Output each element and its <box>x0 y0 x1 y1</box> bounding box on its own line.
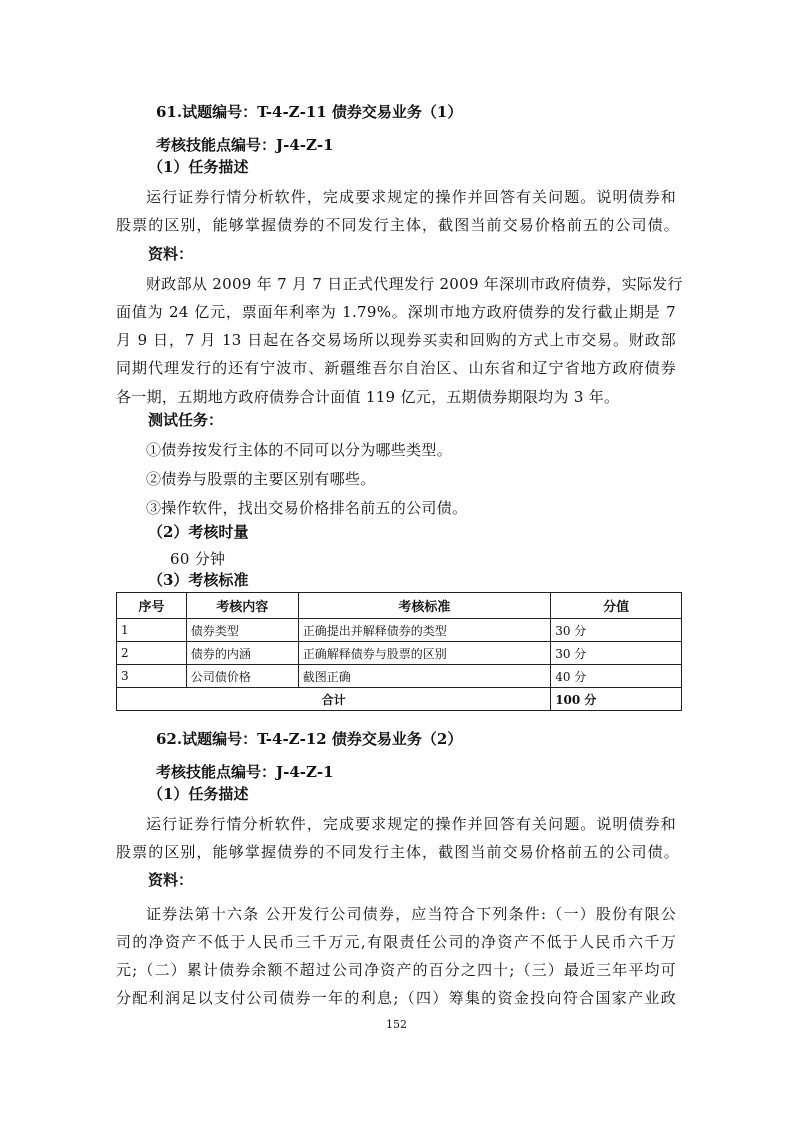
table-row <box>117 642 682 665</box>
header-score: 分值 <box>551 593 682 619</box>
header-seq: 序号 <box>117 593 187 619</box>
question-61-test-label: 测试任务： <box>148 411 224 429</box>
cell-content: 债券类型 <box>186 619 298 642</box>
question-61-description-line-1: 运行证券行情分析软件，完成要求规定的操作并回答有关问题。说明债券和 <box>146 188 676 206</box>
cell-standard: 截图正确 <box>298 665 551 688</box>
table-row <box>117 619 682 642</box>
question-61-skill-code: 考核技能点编号：J-4-Z-1 <box>156 136 334 154</box>
table-total-row <box>117 688 682 711</box>
question-61-task-1: ①债券按发行主体的不同可以分为哪些类型。 <box>146 441 453 459</box>
question-62-section-task-description: （1）任务描述 <box>148 785 249 803</box>
header-content: 考核内容 <box>186 593 298 619</box>
question-62-description-line-1: 运行证券行情分析软件，完成要求规定的操作并回答有关问题。说明债券和 <box>146 815 676 833</box>
question-61-description-line-2: 股票的区别，能够掌握债券的不同发行主体，截图当前交易价格前五的公司债。 <box>116 216 679 234</box>
question-61-material-line-2: 面值为 24 亿元，票面年利率为 1.79%。深圳市地方政府债券的发行截止期是 7 <box>116 303 676 321</box>
total-value: 100 分 <box>551 688 682 711</box>
cell-score: 40 分 <box>551 665 682 688</box>
question-61-material-line-1: 财政部从 2009 年 7 月 7 日正式代理发行 2009 年深圳市政府债券，实际发行 <box>146 275 683 293</box>
question-61-material-line-4: 同期代理发行的还有宁波市、新疆维吾尔自治区、山东省和辽宁省地方政府债券 <box>116 359 676 377</box>
question-61-section-task-description: （1）任务描述 <box>148 158 249 176</box>
total-label: 合计 <box>117 688 551 711</box>
question-62-material-line-2: 司的净资产不低于人民币三千万元,有限责任公司的净资产不低于人民币六千万 <box>116 933 676 951</box>
question-61-material-label: 资料： <box>148 245 194 263</box>
header-standard: 考核标准 <box>298 593 551 619</box>
question-62-material-line-1: 证券法第十六条 公开发行公司债券，应当符合下列条件:（一）股份有限公 <box>146 905 676 923</box>
cell-seq: 2 <box>117 642 187 665</box>
cell-content: 债券的内涵 <box>186 642 298 665</box>
question-61-section-duration: （2）考核时量 <box>148 523 249 541</box>
question-61-duration: 60 分钟 <box>170 550 226 568</box>
question-61-material-line-3: 月 9 日，7 月 13 日起在各交易场所以现券买卖和回购的方式上市交易。财政部 <box>116 331 676 349</box>
question-61-section-criteria: （3）考核标准 <box>148 571 249 589</box>
question-61-task-2: ②债券与股票的主要区别有哪些。 <box>146 470 376 488</box>
scoring-table <box>116 592 682 711</box>
table-row <box>117 665 682 688</box>
cell-score: 30 分 <box>551 619 682 642</box>
question-62-material-line-3: 元;（二）累计债券余额不超过公司净资产的百分之四十;（三）最近三年平均可 <box>116 961 676 979</box>
cell-score: 30 分 <box>551 642 682 665</box>
cell-standard: 正确提出并解释债券的类型 <box>298 619 551 642</box>
cell-seq: 3 <box>117 665 187 688</box>
question-61-task-3: ③操作软件，找出交易价格排名前五的公司债。 <box>146 499 468 517</box>
question-62-description-line-2: 股票的区别，能够掌握债券的不同发行主体，截图当前交易价格前五的公司债。 <box>116 843 679 861</box>
cell-content: 公司债价格 <box>186 665 298 688</box>
question-61-title: 61.试题编号：T-4-Z-11 债券交易业务（1） <box>156 103 463 121</box>
cell-standard: 正确解释债券与股票的区别 <box>298 642 551 665</box>
question-62-material-label: 资料： <box>148 871 194 889</box>
scoring-table-header-row <box>117 593 682 619</box>
cell-seq: 1 <box>117 619 187 642</box>
question-62-title: 62.试题编号：T-4-Z-12 债券交易业务（2） <box>156 730 463 748</box>
question-62-skill-code: 考核技能点编号：J-4-Z-1 <box>156 763 334 781</box>
question-62-material-line-4: 分配利润足以支付公司债券一年的利息;（四）筹集的资金投向符合国家产业政 <box>116 989 676 1007</box>
page-number: 152 <box>386 1018 407 1031</box>
question-61-material-line-5: 各一期，五期地方政府债券合计面值 119 亿元，五期债券期限均为 3 年。 <box>116 388 620 406</box>
